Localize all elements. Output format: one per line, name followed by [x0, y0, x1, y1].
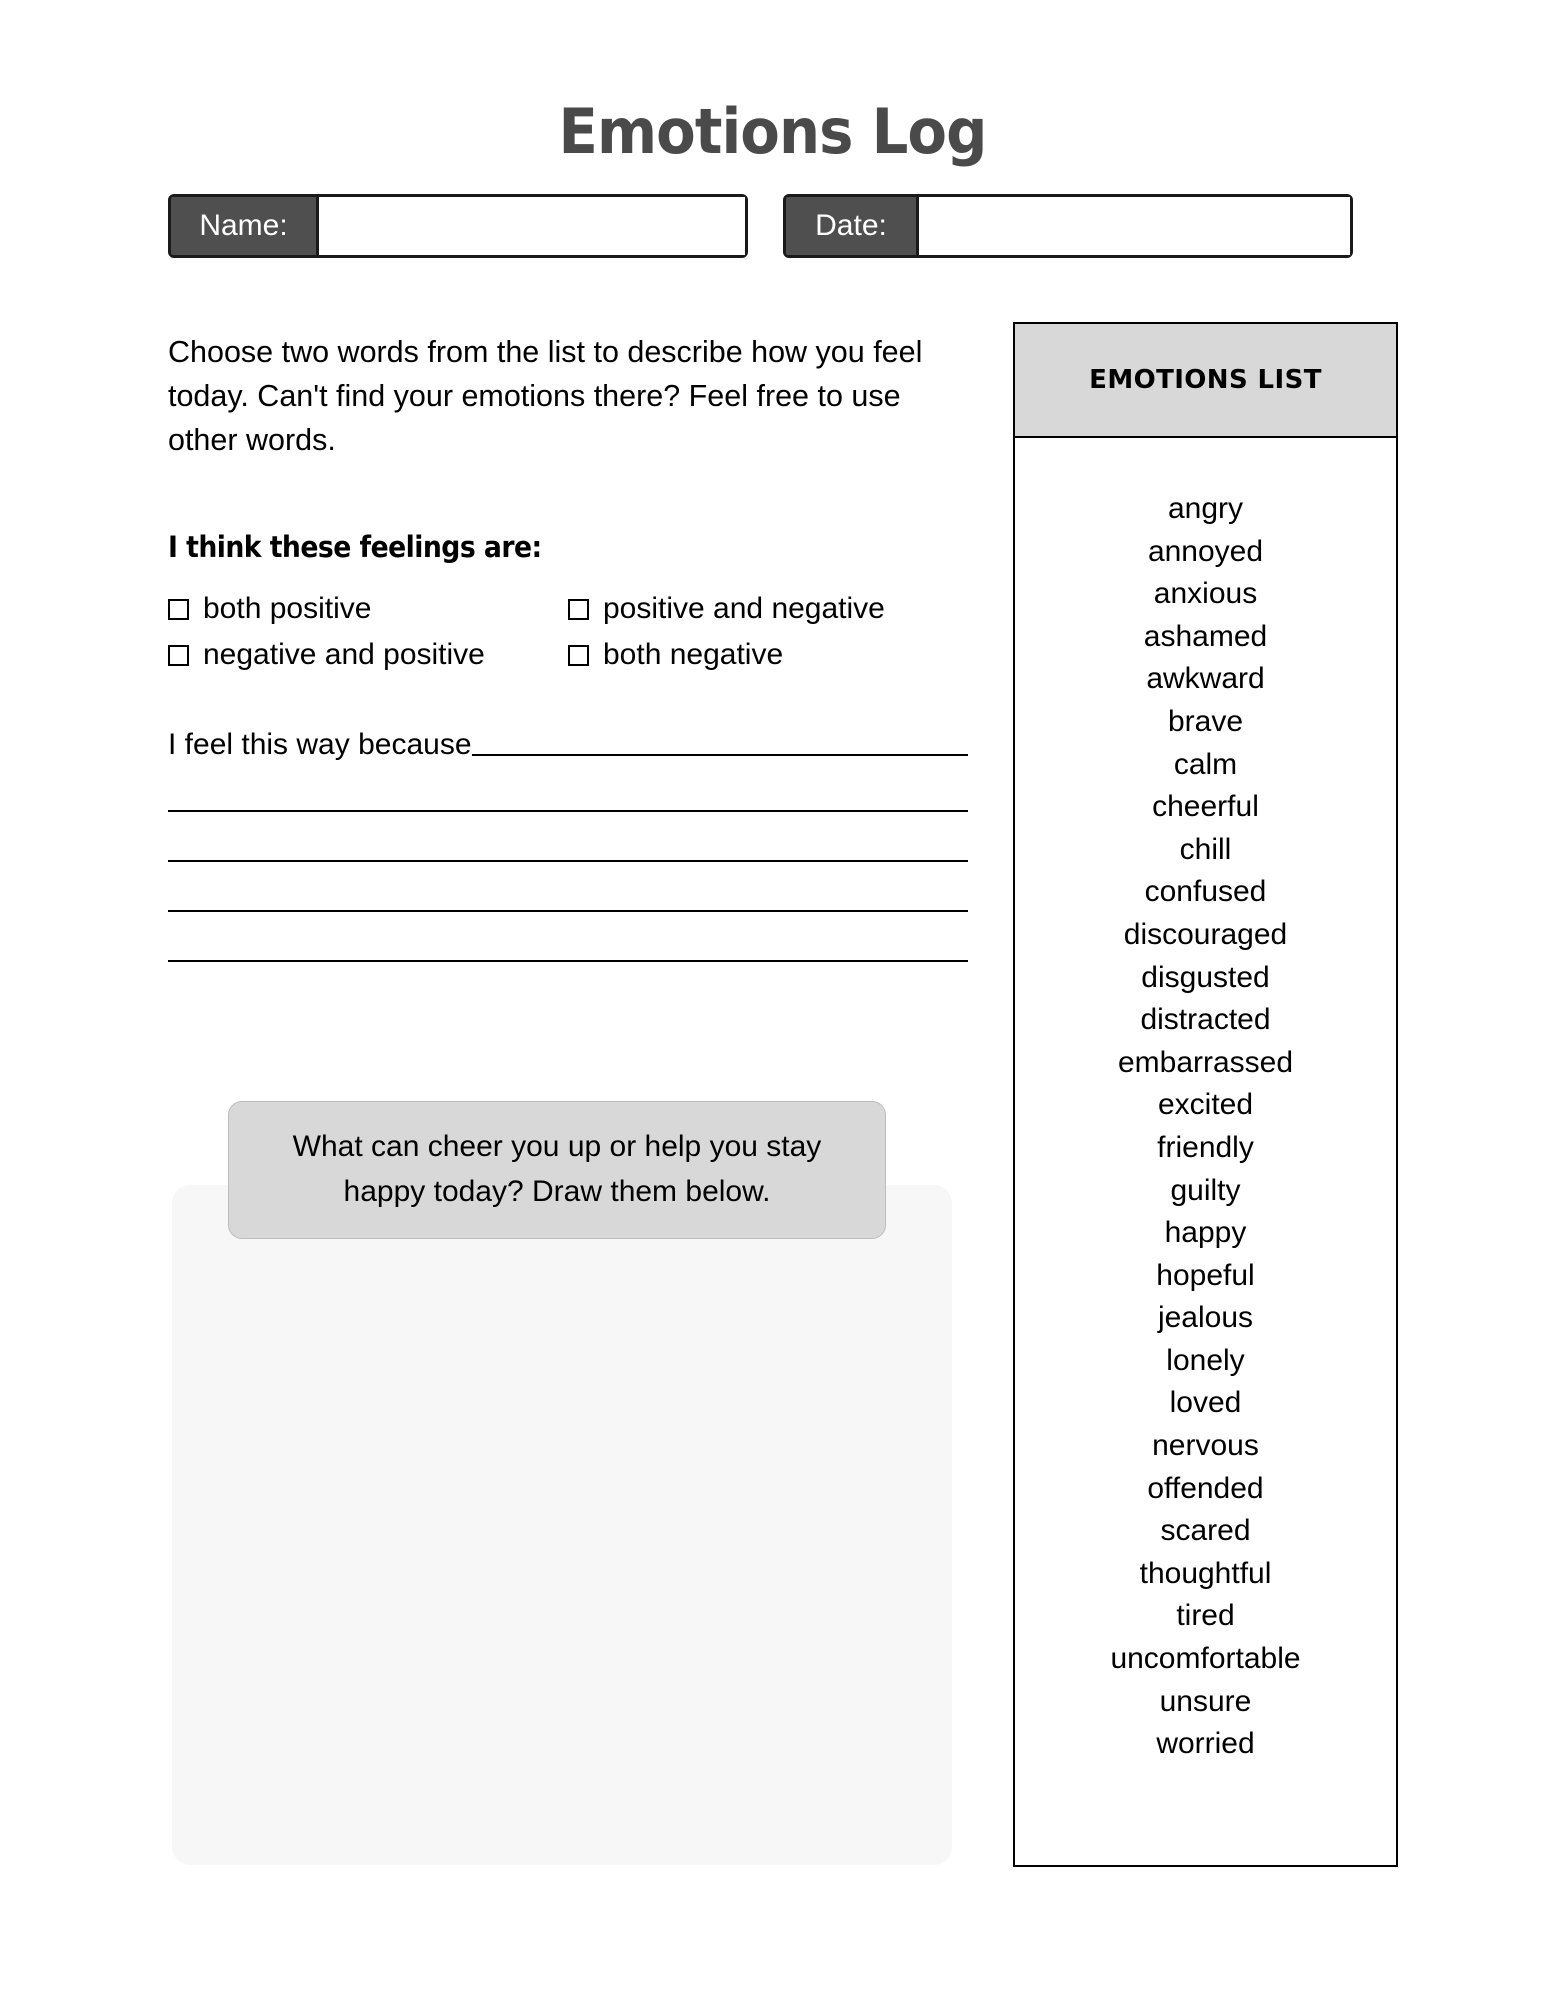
name-field-label: Name: [171, 197, 319, 255]
emotion-word: excited [1157, 1088, 1254, 1122]
checkbox-option-both-negative[interactable] [568, 638, 968, 672]
emotion-word: distracted [1140, 1003, 1271, 1037]
emotion-word: happy [1164, 1216, 1247, 1250]
checkbox-label: both negative [603, 638, 784, 671]
checkbox-icon[interactable] [168, 599, 189, 620]
emotions-list-panel [1013, 322, 1398, 1867]
emotion-word: scared [1160, 1514, 1251, 1548]
writing-line[interactable] [168, 912, 968, 962]
emotion-word: embarrassed [1117, 1045, 1294, 1079]
emotion-word: uncomfortable [1110, 1642, 1301, 1676]
writing-line[interactable] [168, 762, 968, 812]
name-field-group [168, 194, 748, 258]
drawing-canvas[interactable] [172, 1185, 952, 1865]
because-prompt-label: I feel this way because [168, 728, 472, 761]
emotion-word: awkward [1146, 662, 1265, 696]
checkbox-icon[interactable] [168, 645, 189, 666]
emotion-word: annoyed [1147, 534, 1264, 568]
emotions-list-header: EMOTIONS LIST [1015, 324, 1396, 438]
because-section [168, 728, 968, 962]
checkbox-icon[interactable] [568, 645, 589, 666]
emotion-word: discouraged [1123, 917, 1288, 951]
checkbox-option-positive-and-negative[interactable] [568, 592, 968, 626]
emotion-word: brave [1167, 704, 1244, 738]
writing-line[interactable] [168, 862, 968, 912]
emotion-word: disgusted [1141, 960, 1270, 994]
emotion-word: unsure [1159, 1684, 1252, 1718]
emotion-word: ashamed [1143, 619, 1268, 653]
writing-line[interactable] [168, 812, 968, 862]
emotion-word: tired [1176, 1599, 1235, 1633]
date-input[interactable] [919, 197, 1350, 255]
emotion-word: worried [1156, 1727, 1255, 1761]
checkbox-label: positive and negative [603, 592, 885, 625]
feelings-heading: I think these feelings are: [168, 530, 542, 564]
feelings-checkbox-group [168, 592, 968, 672]
emotion-word: lonely [1166, 1343, 1245, 1377]
checkbox-option-negative-and-positive[interactable] [168, 638, 568, 672]
emotion-word: loved [1169, 1386, 1242, 1420]
emotion-word: thoughtful [1139, 1556, 1272, 1590]
because-first-line [168, 728, 968, 762]
emotion-word: guilty [1170, 1173, 1241, 1207]
name-input[interactable] [319, 197, 745, 255]
emotion-word: anxious [1153, 577, 1258, 611]
emotion-word: confused [1144, 875, 1267, 909]
emotion-word: friendly [1157, 1130, 1254, 1164]
emotion-word: offended [1147, 1471, 1264, 1505]
emotion-word: calm [1173, 747, 1238, 781]
emotion-word: nervous [1152, 1429, 1259, 1463]
drawing-prompt-callout: What can cheer you up or help you stay happy today? Draw them below. [228, 1101, 886, 1239]
writing-line[interactable] [472, 754, 968, 756]
date-field-group [783, 194, 1353, 258]
emotions-list-words [1015, 438, 1396, 1766]
left-column [168, 330, 968, 962]
checkbox-label: both positive [203, 592, 372, 625]
checkbox-label: negative and positive [203, 638, 485, 671]
date-field-label: Date: [786, 197, 919, 255]
checkbox-option-both-positive[interactable] [168, 592, 568, 626]
emotion-word: jealous [1157, 1301, 1254, 1335]
checkbox-icon[interactable] [568, 599, 589, 620]
emotion-word: hopeful [1156, 1258, 1255, 1292]
emotion-word: cheerful [1152, 790, 1259, 824]
emotion-word: angry [1167, 492, 1244, 525]
emotion-word: chill [1179, 832, 1232, 866]
instructions-paragraph: Choose two words from the list to describe how you feel today. Can't find your emotions there? Feel free to use other words. [168, 335, 923, 457]
page-title: Emotions Log [558, 95, 987, 168]
